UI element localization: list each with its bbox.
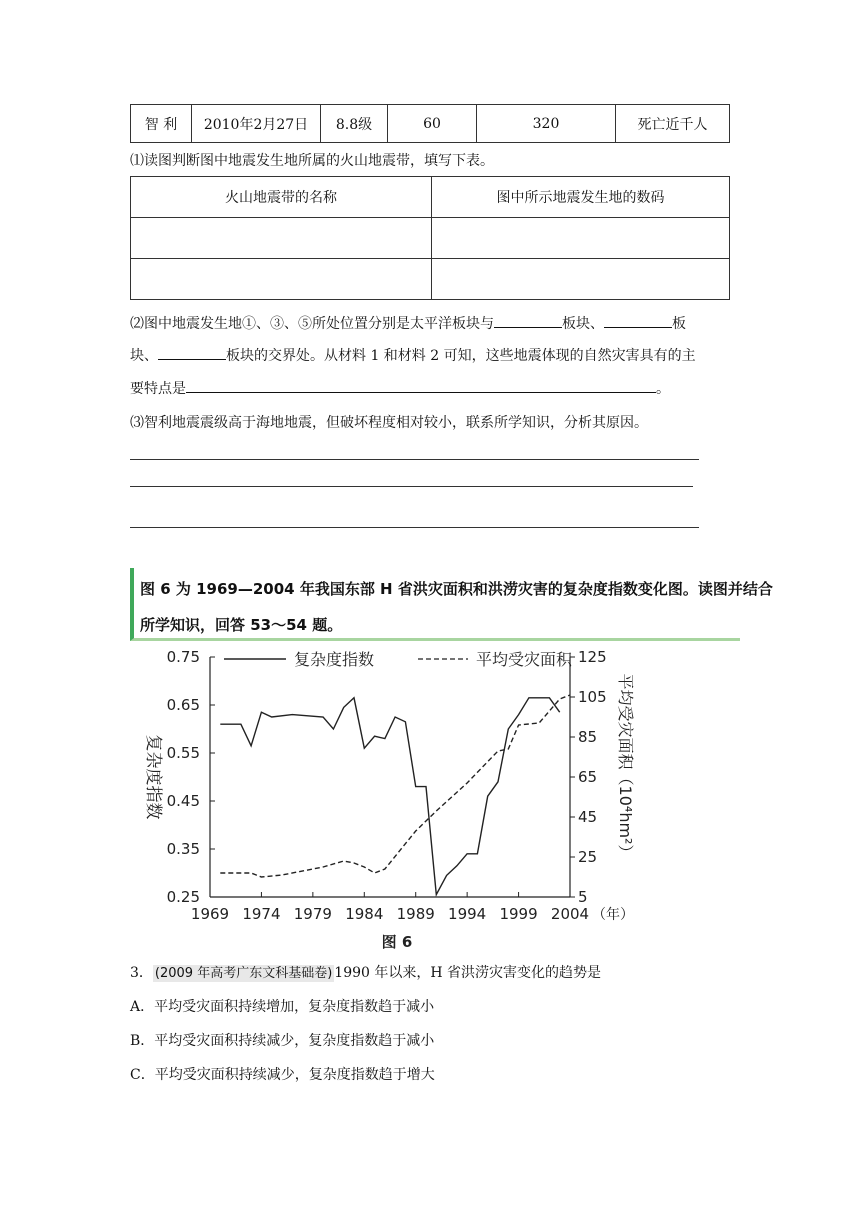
answer-cell[interactable] xyxy=(432,218,730,259)
casualty-cell: 死亡近千人 xyxy=(616,105,730,143)
q3-prompt: ⑶智利地震震级高于海地地震，但破坏程度相对较小，联系所学知识，分析其原因。 xyxy=(130,415,648,431)
y-right-tick-label: 85 xyxy=(578,728,598,746)
x-tick-label: 2004 xyxy=(550,905,590,923)
volcanic-belt-table xyxy=(130,176,730,300)
y-left-tick-label: 0.65 xyxy=(166,696,200,714)
x-tick-label: 1999 xyxy=(499,905,538,923)
q2-line1: ⑵图中地震发生地①、③、⑤所处位置分别是太平洋板块与 板块、 板 xyxy=(130,313,686,334)
y-left-axis-label: 复杂度指数 xyxy=(143,734,163,820)
quake-code-header: 图中所示地震发生地的数码 xyxy=(432,177,730,218)
x-tick-label: 1969 xyxy=(190,905,230,923)
option-a[interactable]: A．平均受灾面积持续增加，复杂度指数趋于减小 xyxy=(130,999,435,1015)
x-axis-label: （年） xyxy=(592,907,634,923)
y-left-tick-label: 0.75 xyxy=(166,648,200,666)
answer-line[interactable] xyxy=(130,486,693,487)
y-right-tick-label: 25 xyxy=(578,848,598,866)
answer-line[interactable] xyxy=(130,527,699,528)
q1-prompt: ⑴读图判断图中地震发生地所属的火山地震带，填写下表。 xyxy=(130,153,494,169)
question-stem: 3． (2009 年高考广东文科基础卷) 1990 年以来，H 省洪涝灾害变化的趋势是 xyxy=(130,965,602,981)
value-cell-1: 60 xyxy=(388,105,477,143)
y-right-tick-label: 105 xyxy=(578,688,607,706)
q2-line2: 块、 板块的交界处。从材料 1 和材料 2 可知，这些地震体现的自然灾害具有的主 xyxy=(130,345,696,366)
answer-blank[interactable] xyxy=(158,345,226,360)
x-tick-label: 1989 xyxy=(396,905,435,923)
y-left-tick-label: 0.35 xyxy=(166,840,200,858)
answer-cell[interactable] xyxy=(432,259,730,300)
value-cell-2: 320 xyxy=(477,105,616,143)
answer-blank[interactable] xyxy=(186,378,656,393)
magnitude-cell: 8.8级 xyxy=(321,105,388,143)
option-c[interactable]: C．平均受灾面积持续减少，复杂度指数趋于增大 xyxy=(130,1067,435,1083)
y-left-tick-label: 0.55 xyxy=(166,744,200,762)
y-right-tick-label: 5 xyxy=(578,888,588,906)
x-tick-label: 1984 xyxy=(345,905,384,923)
legend-label-area: 平均受灾面积 xyxy=(476,650,573,669)
y-right-tick-label: 65 xyxy=(578,768,598,786)
y-left-tick-label: 0.25 xyxy=(166,888,200,906)
date-cell: 2010年2月27日 xyxy=(192,105,321,143)
answer-blank[interactable] xyxy=(604,313,672,328)
legend-label-complexity: 复杂度指数 xyxy=(294,650,375,669)
banner-line1: 图 6 为 1969—2004 年我国东部 H 省洪灾面积和洪涝灾害的复杂度指数变化图。读图并结合 xyxy=(140,580,773,598)
country-cell: 智 利 xyxy=(131,105,192,143)
flood-chart xyxy=(130,645,650,955)
q2-line3: 要特点是 。 xyxy=(130,378,670,399)
x-tick-label: 1979 xyxy=(293,905,332,923)
quake-data-table xyxy=(130,104,730,143)
series-line-complexity xyxy=(220,698,559,895)
source-tag: (2009 年高考广东文科基础卷) xyxy=(154,966,333,981)
option-b[interactable]: B．平均受灾面积持续减少，复杂度指数趋于减小 xyxy=(130,1033,435,1049)
answer-line[interactable] xyxy=(130,459,699,460)
belt-name-header: 火山地震带的名称 xyxy=(131,177,432,218)
answer-cell[interactable] xyxy=(131,218,432,259)
answer-blank[interactable] xyxy=(494,313,562,328)
y-left-tick-label: 0.45 xyxy=(166,792,200,810)
y-right-axis-label: 平均受灾面积（10⁴hm²） xyxy=(616,673,635,861)
series-line-area xyxy=(220,695,570,877)
x-tick-label: 1974 xyxy=(242,905,281,923)
y-right-tick-label: 45 xyxy=(578,808,598,826)
banner-line2: 所学知识，回答 53～54 题。 xyxy=(140,616,343,634)
figure-caption: 图 6 xyxy=(381,933,413,951)
figure-intro-banner xyxy=(130,568,773,641)
answer-cell[interactable] xyxy=(131,259,432,300)
x-tick-label: 1994 xyxy=(448,905,487,923)
y-right-tick-label: 125 xyxy=(578,648,607,666)
